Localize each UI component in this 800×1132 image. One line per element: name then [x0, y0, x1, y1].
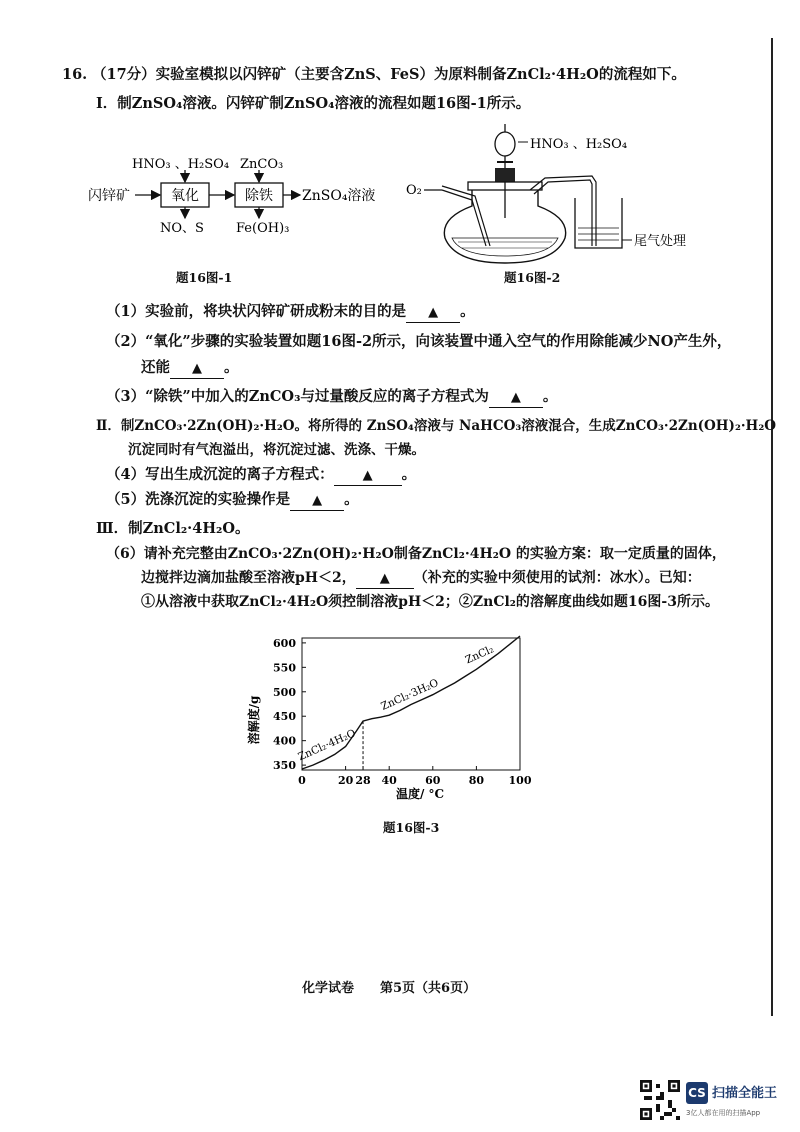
- gas-in-label: O₂: [406, 183, 422, 198]
- fig2-caption: 题16图-2: [504, 270, 561, 285]
- tail-gas-beaker: [575, 198, 622, 248]
- q1-answer-blank[interactable]: ▲: [406, 304, 460, 323]
- part2-line2: 沉淀同时有气泡溢出，将沉淀过滤、洗涤、干燥。: [128, 442, 425, 458]
- x-tick-label: 20: [337, 774, 354, 787]
- fig3-caption: 题16图-3: [383, 820, 440, 835]
- flow-input: 闪锌矿: [88, 188, 130, 204]
- camscanner-tagline: 3亿人都在用的扫描App: [686, 1109, 761, 1117]
- solubility-chart: [240, 628, 540, 808]
- flow-box1-label: 氧化: [171, 188, 199, 204]
- q6-line3: ①从溶液中获取ZnCl₂·4H₂O须控制溶液pH＜2；②ZnCl₂的溶解度曲线如题16图-3所示。: [141, 594, 719, 610]
- flow-out2: Fe(OH)₃: [236, 221, 290, 236]
- curve-annotation: ZnCl₂: [463, 643, 496, 667]
- q5-answer-blank[interactable]: ▲: [290, 492, 344, 511]
- camscanner-logo-icon: CS: [686, 1082, 708, 1104]
- q2-answer-blank[interactable]: ▲: [170, 360, 224, 379]
- apparatus-diagram: [400, 118, 700, 268]
- part2-line1: Ⅱ．制ZnCO₃·2Zn(OH)₂·H₂O。将所得的 ZnSO₄溶液与 NaHCO₃溶液混合，生成ZnCO₃·2Zn(OH)₂·H₂O: [96, 418, 776, 434]
- x-tick-label: 80: [468, 774, 485, 787]
- q6-answer-blank[interactable]: ▲: [356, 570, 414, 589]
- curve-annotation: ZnCl₂·3H₂O: [379, 676, 441, 713]
- y-tick-label: 350: [273, 759, 296, 773]
- x-tick-label: 100: [508, 774, 532, 787]
- q2-line1: （2）“氧化”步骤的实验装置如题16图-2所示，向该装置中通入空气的作用除能减少NO产生外，: [106, 333, 732, 350]
- page-edge-line: [771, 38, 773, 1016]
- x-tick-label: 60: [425, 774, 441, 787]
- chart-ylabel: 溶解度/g: [247, 695, 261, 745]
- x-tick-label: 40: [381, 774, 397, 787]
- part3-heading: Ⅲ．制ZnCl₂·4H₂O。: [96, 520, 250, 537]
- flask-stopper: [495, 168, 515, 182]
- flow-reagent2: ZnCO₃: [240, 157, 284, 172]
- y-tick-label: 450: [273, 710, 296, 724]
- page-footer: 化学试卷 第5页（共6页）: [302, 981, 477, 996]
- curve-annotation: ZnCl₂·4H₂O: [296, 727, 358, 764]
- y-tick-label: 550: [273, 661, 296, 675]
- chart-annotations: [296, 643, 495, 763]
- tail-gas-label: 尾气处理: [634, 234, 687, 249]
- question-intro: （17分）实验室模拟以闪锌矿（主要含ZnS、FeS）为原料制备ZnCl₂·4H₂O的流程如下。: [92, 66, 686, 83]
- q3-answer-blank[interactable]: ▲: [489, 389, 543, 408]
- q3-line: （3）“除铁”中加入的ZnCO₃与过量酸反应的离子方程式为 ▲ 。: [106, 388, 557, 408]
- q6-line2: 边搅拌边滴加盐酸至溶液pH＜2， ▲ （补充的实验中须使用的试剂：冰水）。已知：: [141, 569, 701, 589]
- x-tick-label: 28: [355, 774, 371, 787]
- flow-product: ZnSO₄溶液: [302, 188, 376, 204]
- q4-answer-blank[interactable]: ▲: [334, 467, 402, 486]
- part1-heading: Ⅰ．制ZnSO₄溶液。闪锌矿制ZnSO₄溶液的流程如题16图-1所示。: [96, 95, 531, 112]
- question-number: 16.: [62, 66, 88, 83]
- q2-line2: 还能 ▲ 。: [141, 359, 239, 379]
- y-tick-label: 500: [273, 685, 296, 699]
- gas-outlet-tube: [530, 176, 596, 246]
- chart-ticks: [273, 637, 532, 787]
- q5-line: （5）洗涤沉淀的实验操作是 ▲ 。: [106, 491, 359, 511]
- chart-xlabel: 温度/ °C: [395, 787, 445, 801]
- dropping-funnel: [495, 132, 515, 156]
- x-tick-label: 0: [298, 774, 306, 787]
- flow-diagram: [80, 150, 380, 270]
- q6-line1: （6）请补充完整由ZnCO₃·2Zn(OH)₂·H₂O制备ZnCl₂·4H₂O 的实验方案：取一定质量的固体，: [106, 546, 726, 562]
- flow-reagent1: HNO₃ 、H₂SO₄: [132, 157, 230, 172]
- flow-out1: NO、S: [160, 221, 204, 236]
- camscanner-name: 扫描全能王: [712, 1086, 778, 1101]
- q4-line: （4）写出生成沉淀的离子方程式： ▲ 。: [106, 466, 416, 486]
- qr-code: [640, 1080, 680, 1120]
- flow-box2-label: 除铁: [245, 188, 273, 204]
- q1-line: （1）实验前，将块状闪锌矿研成粉末的目的是 ▲ 。: [106, 303, 475, 323]
- funnel-label: HNO₃ 、H₂SO₄: [530, 137, 628, 152]
- y-tick-label: 600: [273, 636, 296, 650]
- fig1-caption: 题16图-1: [176, 270, 233, 285]
- y-tick-label: 400: [273, 734, 296, 748]
